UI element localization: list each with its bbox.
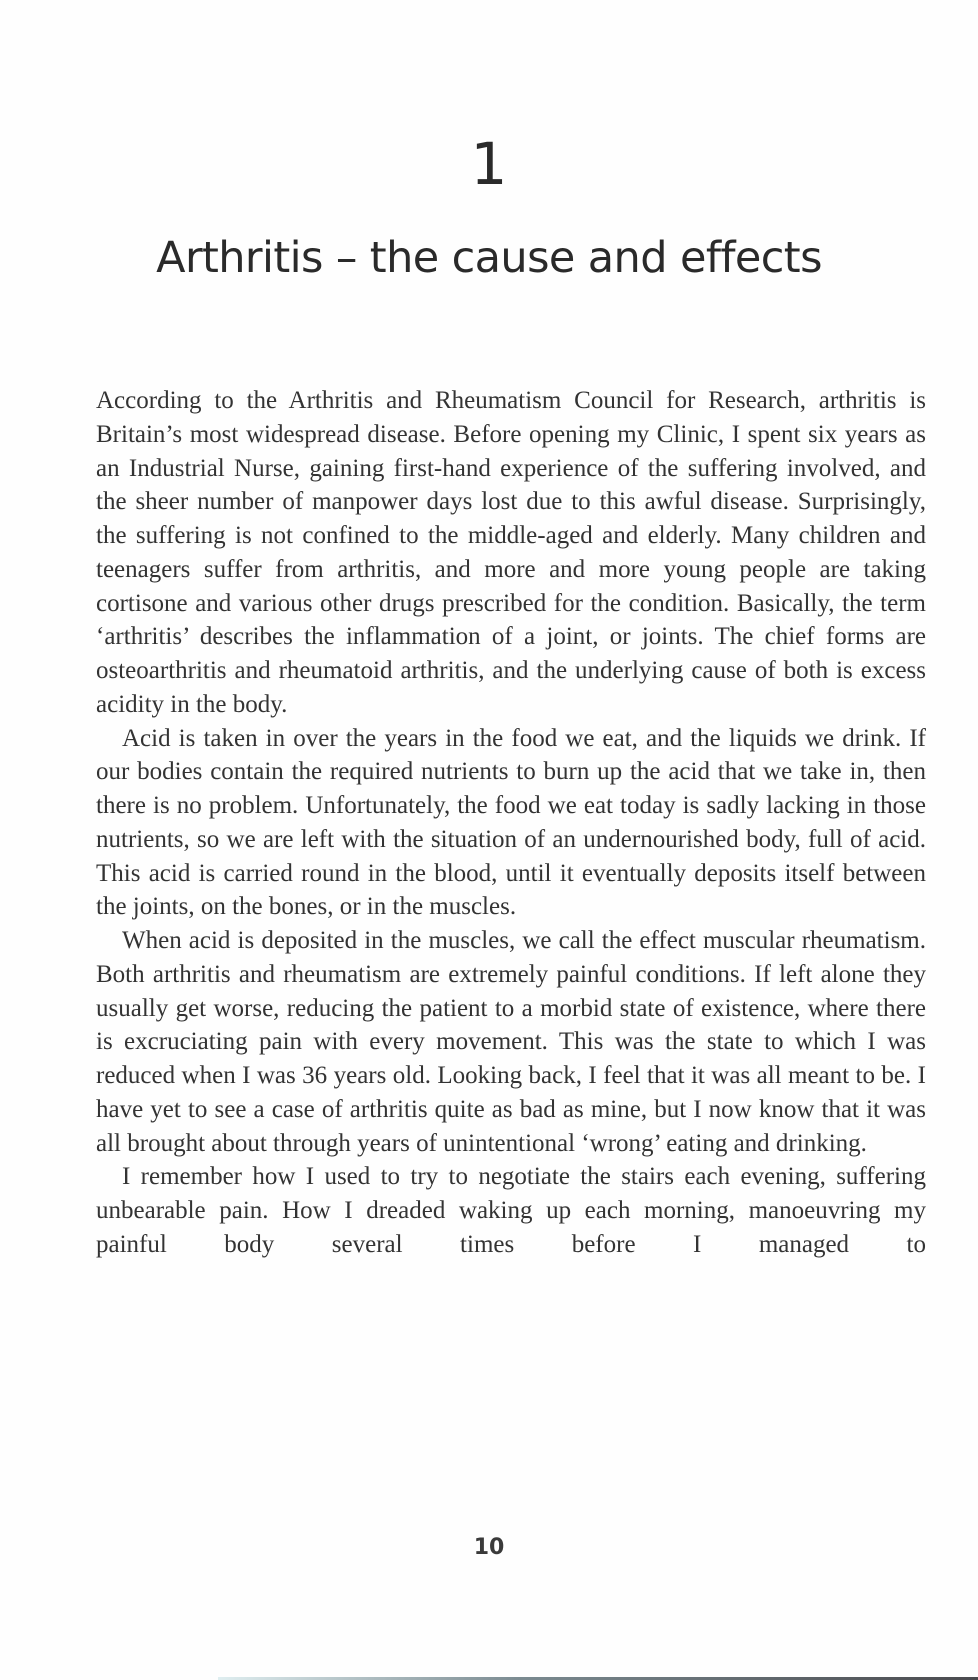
- paragraph-3: When acid is deposited in the muscles, we call the effect muscular rheumatism. Both arthritis and rheumatism are extremely painful conditions. If left alone they usually get worse, reducing the patient to a morbid state of existence, where there is excruciating pain with every movement. This was the state to which I was reduced when I was 36 years old. Looking back, I feel that it was all meant to be. I have yet to see a case of arthritis quite as bad as mine, but I now know that it was all brought about through years of unintentional ‘wrong’ eating and drinking.: [96, 927, 926, 1157]
- chapter-title: Arthritis – the cause and effects: [156, 233, 822, 283]
- chapter-body: [96, 384, 926, 1262]
- paragraph-2: Acid is taken in over the years in the food we eat, and the liquids we drink. If our bodies contain the required nutrients to burn up the acid that we take in, then there is no problem. Unfortunately, the food we eat today is sadly lacking in those nutrients, so we are left with the situation of an undernourished body, full of acid. This acid is carried round in the blood, until it eventually deposits itself between the joints, on the bones, or in the muscles.: [96, 724, 926, 921]
- page-number: 10: [473, 1535, 505, 1560]
- paragraph-1: According to the Arthritis and Rheumatism Council for Research, arthritis is Britain’s most widespread disease. Before opening my Clinic, I spent six years as an Industrial Nurse, gaining first-hand experience of the suffering involved, and the sheer number of manpower days lost due to this awful disease. Surprisingly, the suffering is not confined to the middle-aged and elderly. Many children and teenagers suffer from arthritis, and more and more young people are taking cortisone and various other drugs prescribed for the condition. Basically, the term ‘arthritis’ describes the inflammation of a joint, or joints. The chief forms are osteoarthritis and rheumatoid arthritis, and the underlying cause of both is excess acidity in the body.: [96, 387, 926, 718]
- chapter-number: 1: [470, 130, 508, 198]
- paragraph-4: I remember how I used to try to negotiate the stairs each evening, suffering unbearable pain. How I dreaded waking up each morning, manoeuvring my painful body several times before I managed to: [96, 1163, 926, 1258]
